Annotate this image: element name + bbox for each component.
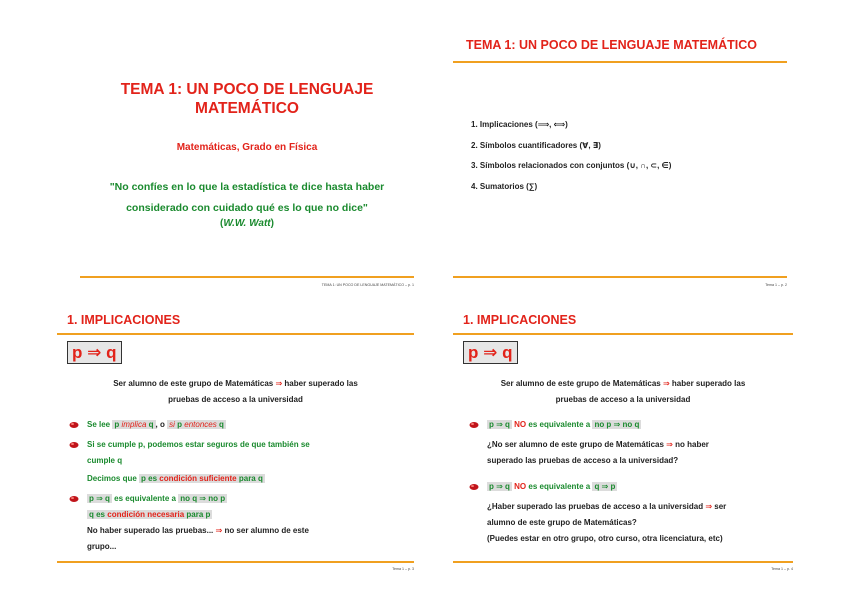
slide4-bullet-1 xyxy=(487,417,709,469)
lead-a: Ser alumno de este grupo de Matemáticas xyxy=(500,379,661,388)
b3-pq: p ⇒ q xyxy=(89,494,110,503)
slide1-subtitle: Matemáticas, Grado en Física xyxy=(176,142,318,153)
b1-question-a: ¿No ser alumno de este grupo de Matemáticas xyxy=(487,440,664,449)
slide4-rule-bottom xyxy=(453,561,793,563)
slide4-lead xyxy=(453,376,793,408)
slide-title xyxy=(80,20,414,290)
slide-outline xyxy=(453,20,787,290)
lead-b: haber superado las xyxy=(671,379,746,388)
b2-question-a: ¿Haber superado las pruebas de acceso a la universidad xyxy=(487,502,704,511)
author-close: ) xyxy=(270,218,274,229)
formula-q: q xyxy=(502,343,513,362)
slide2-footer: Tema 1 – p. 2 xyxy=(765,283,787,287)
slide2-rule-top xyxy=(453,61,787,63)
slide3-bullet-1 xyxy=(87,417,226,433)
slide2-title: TEMA 1: UN POCO DE LENGUAJE MATEMÁTICO xyxy=(466,38,757,52)
b2-line1: Si se cumple p, podemos estar seguros de que también se xyxy=(87,440,310,449)
b3-para: para p xyxy=(186,510,211,519)
b1-rhs: no p ⇒ no q xyxy=(594,420,640,429)
b2-question-b: ser xyxy=(714,502,727,511)
b1-o: , o xyxy=(155,420,165,429)
lead-arrow: ⇒ xyxy=(662,379,670,388)
b3-equiv: es equivalente a xyxy=(114,494,176,503)
b2-rhs: q ⇒ p xyxy=(594,482,616,491)
slide4-bullet-2 xyxy=(487,479,726,547)
lead-arrow: ⇒ xyxy=(275,379,283,388)
b3-q: q es xyxy=(89,510,106,519)
outline-list xyxy=(471,120,671,202)
b1-entonces: entonces xyxy=(184,420,217,429)
b3-line3b: no ser alumno de este xyxy=(224,526,309,535)
bullet-icon xyxy=(69,495,79,503)
lead-a: Ser alumno de este grupo de Matemáticas xyxy=(113,379,274,388)
outline-item-2: 2. Símbolos cuantificadores (∀, ∃) xyxy=(471,140,601,150)
formula-arrow: ⇒ xyxy=(87,343,102,362)
outline-item-4: 4. Sumatorios (∑) xyxy=(471,181,538,191)
slide4-formula-box xyxy=(463,341,518,364)
outline-item-1: 1. Implicaciones (⟹, ⟺) xyxy=(471,120,568,129)
bullet-icon xyxy=(469,421,479,429)
slide1-title-line1: TEMA 1: UN POCO DE LENGUAJE xyxy=(120,81,374,98)
b1-p2: p xyxy=(177,420,183,429)
slide1-title xyxy=(80,80,414,118)
slide1-quote xyxy=(80,177,414,219)
b3-cond: condición necesaria xyxy=(107,510,185,519)
b2-question-arrow: ⇒ xyxy=(705,502,713,511)
b2-equiv: es equivalente a xyxy=(528,482,591,491)
b2-para: para q xyxy=(238,474,263,483)
b2-question-line2: alumno de este grupo de Matemáticas? xyxy=(487,518,637,527)
slide1-title-line2: MATEMÁTICO xyxy=(195,100,299,117)
slide-implicaciones-1 xyxy=(57,296,414,571)
slide3-lead xyxy=(57,376,414,408)
slide3-bullet-2 xyxy=(87,437,310,487)
lead-line2: pruebas de acceso a la universidad xyxy=(555,395,691,404)
b1-implica: implica xyxy=(121,420,147,429)
b3-line3-arrow: ⇒ xyxy=(215,526,223,535)
b2-p: p es xyxy=(141,474,158,483)
slide1-author xyxy=(80,218,414,229)
slide3-rule-bottom xyxy=(57,561,414,563)
b2-no: NO xyxy=(514,482,527,491)
slide3-title: 1. IMPLICACIONES xyxy=(67,313,181,327)
slide3-bullet-3 xyxy=(87,491,309,555)
b1-text: Se lee xyxy=(87,420,111,429)
slide4-footer: Tema 1 – p. 4 xyxy=(771,567,793,571)
quote-line2: considerado con cuidado qué es lo que no dice" xyxy=(126,202,368,214)
b2-line2: cumple q xyxy=(87,456,123,465)
slide3-footer: Tema 1 – p. 3 xyxy=(392,567,414,571)
lead-line2: pruebas de acceso a la universidad xyxy=(168,395,303,404)
slide4-title: 1. IMPLICACIONES xyxy=(463,313,577,327)
slide3-formula-box xyxy=(67,341,122,364)
slide1-rule xyxy=(80,276,414,278)
b3-rhs: no q ⇒ no p xyxy=(180,494,226,503)
formula-p: p xyxy=(468,343,479,362)
slide4-rule-top xyxy=(453,333,793,335)
slide3-rule-top xyxy=(57,333,414,335)
bullet-icon xyxy=(69,441,79,449)
bullet-icon xyxy=(469,483,479,491)
quote-line1: "No confíes en lo que la estadística te dice hasta haber xyxy=(109,181,385,193)
outline-item-3: 3. Símbolos relacionados con conjuntos (∪, ∩, ⊂, ∈) xyxy=(471,161,672,170)
author-open: ( xyxy=(220,218,224,229)
formula-q: q xyxy=(106,343,117,362)
b1-si: si xyxy=(169,420,175,429)
slide1-footer: TEMA 1: UN POCO DE LENGUAJE MATEMÁTICO – p. 1 xyxy=(321,283,414,287)
b2-question-line3: (Puedes estar en otro grupo, otro curso, otra licenciatura, etc) xyxy=(487,534,723,543)
formula-arrow: ⇒ xyxy=(483,343,498,362)
slide-implicaciones-2 xyxy=(453,296,793,571)
b3-line4: grupo... xyxy=(87,542,117,551)
b1-question-line2: superado las pruebas de acceso a la universidad? xyxy=(487,456,679,465)
b1-no: NO xyxy=(514,420,527,429)
b2-cond: condición suficiente xyxy=(159,474,237,483)
b2-pq: p ⇒ q xyxy=(489,482,510,491)
b3-line3a: No haber superado las pruebas... xyxy=(87,526,214,535)
author-name: W.W. Watt xyxy=(223,218,271,229)
b1-equiv: es equivalente a xyxy=(528,420,591,429)
b1-pq: p ⇒ q xyxy=(489,420,510,429)
b1-q: q xyxy=(148,420,154,429)
b2-decimos: Decimos que xyxy=(87,474,137,483)
b1-question-arrow: ⇒ xyxy=(666,440,673,449)
b1-p: p xyxy=(114,420,120,429)
lead-b: haber superado las xyxy=(284,379,358,388)
b1-q2: q xyxy=(218,420,224,429)
formula-p: p xyxy=(72,343,83,362)
bullet-icon xyxy=(69,421,79,429)
b1-question-b: no haber xyxy=(675,440,709,449)
slide2-rule-bottom xyxy=(453,276,787,278)
